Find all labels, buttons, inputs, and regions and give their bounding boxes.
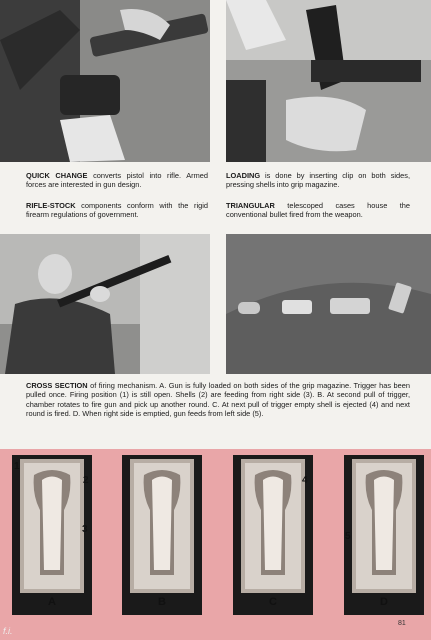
caption-text: converts pistol into rifle. Armed forces are interested in gun design. [26, 171, 208, 190]
caption-loading [226, 171, 410, 190]
callout-1: 1 [14, 461, 20, 472]
callout-2: 2 [83, 475, 89, 486]
callout-3: 3 [82, 524, 88, 535]
page-number: 81 [398, 620, 406, 627]
mechanism-plate-a [12, 455, 92, 615]
photo-quick-change [0, 0, 210, 162]
caption-text: is done by inserting clip on both sides, pressing shells into grip magazine. [226, 171, 410, 190]
caption-rifle-stock [26, 201, 208, 220]
plate-letter-b: B [158, 596, 166, 608]
caption-triangular [226, 201, 410, 220]
callout-5: 5 [345, 531, 351, 542]
caption-lead: CROSS SECTION [26, 381, 88, 390]
photo-loading [226, 0, 431, 162]
photo-rifle-stock [0, 234, 210, 374]
callout-4: 4 [302, 475, 308, 486]
plate-letter-a: A [48, 596, 56, 608]
caption-quick-change [26, 171, 208, 190]
mechanism-plate-b [122, 455, 202, 615]
caption-cross-section [26, 381, 410, 419]
mechanism-plate-c [233, 455, 313, 615]
caption-text: of firing mechanism. A. Gun is fully loaded on both sides of the grip magazine. Trigger has been pulled once. Firing position (1) is still open. Shells (2) are feeding from right side (3). B. At second pull of trigger, chamber rotates to fire gun and pick up another round. C. At next pull of trigger empty shell is ejected (4) and next round is fired. D. When right side is emptied, gun feeds from left side (5). [26, 381, 411, 419]
mechanism-plate-d [344, 455, 424, 615]
photo-triangular [226, 234, 431, 374]
caption-lead: RIFLE-STOCK [26, 201, 76, 210]
credit-mark: f.i. [3, 626, 13, 636]
caption-lead: QUICK CHANGE [26, 171, 88, 180]
plate-letter-d: D [380, 596, 388, 608]
caption-lead: LOADING [226, 171, 261, 180]
caption-lead: TRIANGULAR [226, 201, 275, 210]
caption-text: telescoped cases house the conventional bullet fired from the weapon. [226, 201, 410, 220]
plate-letter-c: C [269, 596, 277, 608]
caption-text: components conform with the rigid firearm regulations of government. [26, 201, 208, 220]
